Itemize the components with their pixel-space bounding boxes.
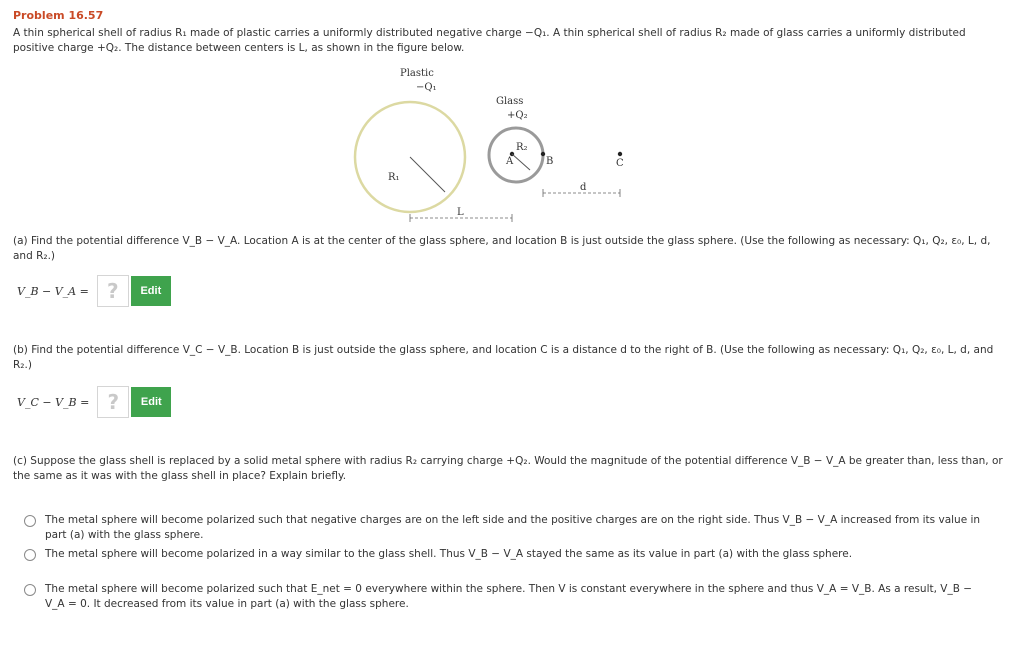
figure-diagram [330, 62, 660, 232]
problem-intro: A thin spherical shell of radius R₁ made of plastic carries a uniformly distributed negative charge −Q₁. A thin spherical shell of radius R₂ made of glass carries a uniformly distributed positive charge +Q₂. The distance between centers is L, as shown in the figure below. [13, 27, 966, 54]
d-label: d [580, 182, 587, 193]
option-2-text: The metal sphere will become polarized in a way similar to the glass shell. Thus V_B − V_A stayed the same as its value in part (a) with the glass sphere. [45, 548, 853, 560]
point-b-label: B [546, 156, 554, 167]
plastic-charge: −Q₁ [416, 82, 437, 93]
r1-radius-line [410, 157, 445, 192]
part-a-answer-label: V_B − V_A = [17, 284, 89, 298]
point-c-label: C [616, 158, 624, 169]
l-label: L [457, 207, 464, 218]
option-1-radio[interactable] [24, 515, 36, 527]
point-b-marker [541, 152, 545, 156]
part-c-question: (c) Suppose the glass shell is replaced by a solid metal sphere with radius R₂ carrying charge +Q₂. Would the magnitude of the potential difference V_B − V_A be greater than, less than, or the same as it was with the glass shell in place? Explain briefly. [13, 455, 1003, 482]
glass-shell [489, 128, 543, 182]
option-2-radio[interactable] [24, 549, 36, 561]
option-1[interactable] [24, 513, 984, 543]
problem-title: Problem 16.57 [13, 9, 104, 22]
option-3-radio[interactable] [24, 584, 36, 596]
part-b-answer-box[interactable]: ? [97, 386, 129, 418]
option-3[interactable] [24, 582, 984, 612]
r2-radius-line [512, 154, 530, 170]
part-b-answer-label: V_C − V_B = [17, 395, 90, 409]
plastic-label: Plastic [400, 68, 434, 79]
r2-label: R₂ [516, 142, 528, 153]
glass-label: Glass [496, 96, 524, 107]
part-a-question: (a) Find the potential difference V_B − V_A. Location A is at the center of the glass sphere, and location B is just outside the glass sphere. (Use the following as necessary: Q₁, Q₂, ε₀, L, d, and R₂.) [13, 235, 991, 262]
point-c-marker [618, 152, 622, 156]
part-b-question: (b) Find the potential difference V_C − V_B. Location B is just outside the glass sphere, and location C is a distance d to the right of B. (Use the following as necessary: Q₁, Q₂, ε₀, L, d, and R₂.) [13, 344, 994, 371]
part-b-edit-button[interactable]: Edit [131, 387, 171, 417]
option-2[interactable] [24, 547, 984, 562]
glass-charge: +Q₂ [507, 110, 528, 121]
option-3-text: The metal sphere will become polarized such that E_net = 0 everywhere within the sphere. Then V is constant everywhere in the sphere and thus V_A = V_B. As a result, V_B − V_A = 0. It decreased from its value in part (a) with the glass sphere. [45, 583, 973, 610]
part-a-edit-button[interactable]: Edit [131, 276, 171, 306]
point-a-label: A [506, 156, 514, 167]
part-a-answer-box[interactable]: ? [97, 275, 129, 307]
part-b-answer-row [17, 385, 171, 419]
option-1-text: The metal sphere will become polarized such that negative charges are on the left side and the positive charges are on the right side. Thus V_B − V_A increased from its value in part (a) with the glass sphere. [45, 514, 981, 541]
part-a-answer-row [17, 274, 171, 308]
r1-label: R₁ [388, 172, 400, 183]
